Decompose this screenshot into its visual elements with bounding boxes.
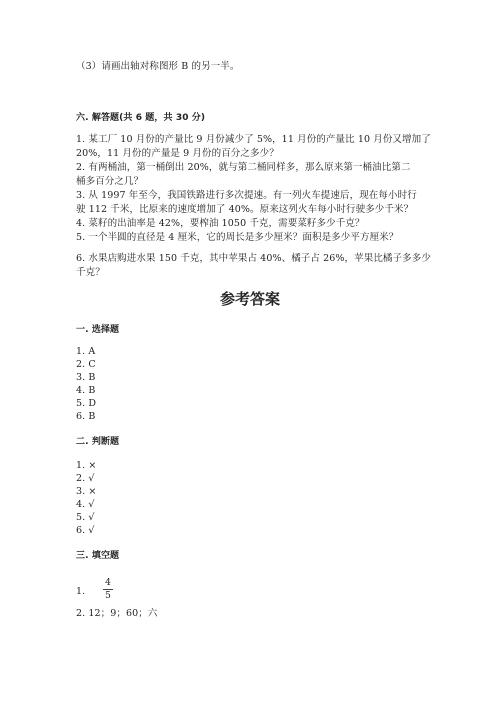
question-6-line-1: 6. 水果店购进水果 150 千克，其中苹果占 40%、橘子占 26%，苹果比橘子多多少 [76, 253, 431, 264]
choice-answer-5: 5. D [76, 398, 97, 409]
fraction-denominator: 5 [105, 591, 111, 601]
question-3-line-2: 驶 112 千米，比原来的速度增加了 40%。原来这列火车每小时行驶多少千米？ [76, 204, 414, 215]
fill-answer-2: 2. 12；9；60；六 [76, 608, 158, 619]
choice-answer-3: 3. B [76, 372, 96, 383]
judge-answer-2: 2. √ [76, 473, 95, 484]
choice-answer-2: 2. C [76, 359, 96, 370]
question-2-line-2: 桶多百分之几？ [76, 176, 144, 187]
section-heading-judge: 二. 判断题 [76, 437, 120, 447]
judge-answer-6: 6. √ [76, 525, 95, 536]
section-heading-fill: 三. 填空题 [76, 551, 120, 561]
question-2-line-1: 2. 有两桶油，第一桶倒出 20%，就与第二桶同样多，那么原来第一桶油比第二 [76, 162, 411, 173]
question-3-line-1: 3. 从 1997 年至今，我国铁路进行多次提速。有一列火车提速后，现在每小时行 [76, 190, 417, 201]
draw-instruction: （3）请画出轴对称图形 B 的另一半。 [76, 61, 240, 72]
fill-answer-1-fraction [103, 578, 113, 601]
judge-answer-5: 5. √ [76, 512, 95, 523]
question-1-line-2: 20%，11 月份的产量是 9 月份的百分之多少？ [76, 148, 279, 159]
question-5: 5. 一个半圆的直径是 4 厘米，它的周长是多少厘米？面积是多少平方厘米？ [76, 232, 399, 243]
section-heading-solve: 六. 解答题(共 6 题，共 30 分) [76, 113, 206, 123]
fill-answer-1-label: 1. [76, 586, 86, 597]
judge-answer-4: 4. √ [76, 499, 95, 510]
question-1-line-1: 1. 某工厂 10 月份的产量比 9 月份减少了 5%，11 月份的产量比 10 月份又增加了 [76, 134, 431, 145]
choice-answer-1: 1. A [76, 346, 96, 357]
judge-answer-3: 3. × [76, 486, 97, 497]
choice-answer-4: 4. B [76, 385, 96, 396]
section-heading-choice: 一. 选择题 [76, 325, 120, 335]
question-4: 4. 菜籽的出油率是 42%，要榨油 1050 千克，需要菜籽多少千克？ [76, 218, 365, 229]
answer-key-title: 参考答案 [219, 290, 280, 308]
choice-answer-6: 6. B [76, 411, 96, 422]
fraction-numerator: 4 [105, 578, 111, 588]
fraction-bar [103, 589, 113, 590]
judge-answer-1: 1. × [76, 460, 97, 471]
question-6-line-2: 千克？ [76, 267, 105, 278]
